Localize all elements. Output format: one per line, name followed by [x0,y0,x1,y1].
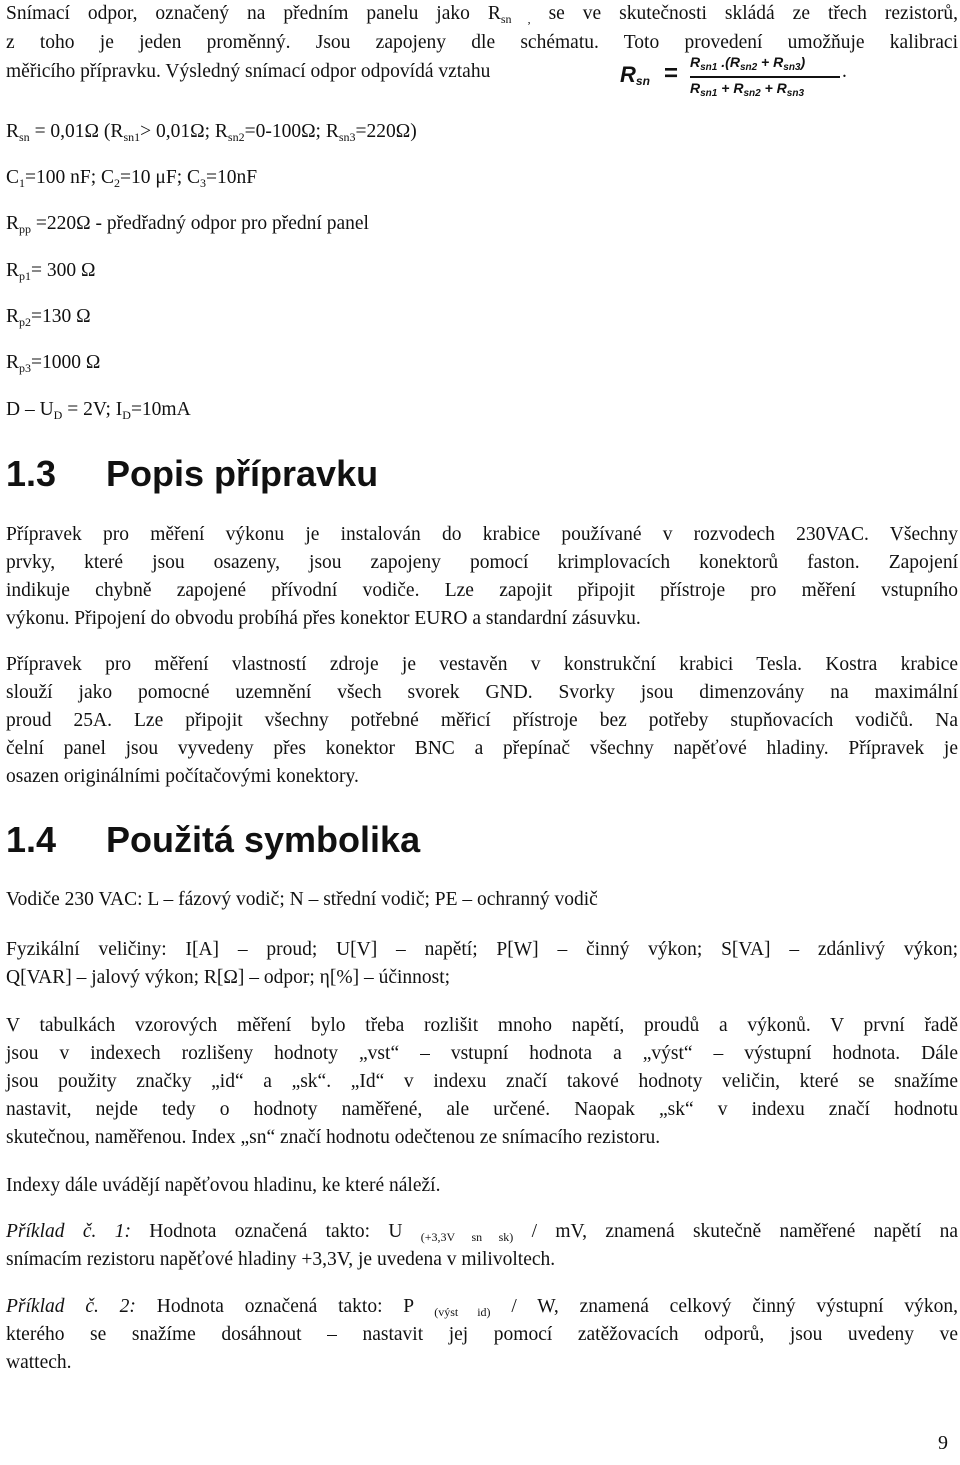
s14-conductors: Vodiče 230 VAC: L – fázový vodič; N – střední vodič; PE – ochranný vodič [6,889,598,910]
example-1-label: Příklad č. 1: [6,1221,131,1242]
param-rp2: $R_{p2}=130$ Ω [6,306,91,329]
section-heading-1-3: 1.3 Popis přípravku [6,453,379,494]
page-number: 9 [938,1432,948,1454]
s14-p3-line-4: nastavit, nejde tedy o hodnoty naměřené, ale určené. Naopak „sk“ v indexu značí hodnotu [6,1099,958,1120]
section-heading-1-4: 1.4 Použitá symbolika [6,819,421,860]
s13-p2-line-2: slouží jako pomocné uzemnění všech svorek GND. Svorky jsou dimenzovány na maximální [6,682,958,703]
rsn-formula [620,54,840,102]
fraction-bar [690,76,840,78]
intro-line-1: Snímací odpor, označený na předním panelu jako $R_{sn ,}$ se ve skutečnosti skládá ze třech rezistorů, [6,3,958,26]
param-rpp: $R_{pp} =220\Omega$ - předřadný odpor pro přední panel [6,213,369,236]
param-caps: $C_1=100$ nF; $C_2=10$ μF; $C_3=10nF$ [6,167,258,190]
formula-numerator: $R_{sn1}$ $.(R_{sn2} + R_{sn3})$ [690,54,806,73]
formula-equals: = [664,60,679,87]
s14-p4: Indexy dále uvádějí napěťovou hladinu, ke které náleží. [6,1175,441,1196]
s14-quantities-line-2: Q[VAR] – jalový výkon; R[Ω] – odpor; η[%] – účinnost; [6,967,451,988]
s14-p3-line-3: jsou použity značky „id“ a „sk“. „Id“ v indexu značí takové hodnoty veličin, které se snažíme [6,1071,958,1092]
example-1-line-1: Příklad č. 1: Hodnota označená takto: U $_{(+3,3V sn sk)}$ / mV, znamená skutečně naměřené napětí na [6,1221,959,1244]
param-rsn: $R_{sn} = 0,01\Omega$ ($R_{sn1}> 0,01\Omega$; $R_{sn2}=0-100\Omega$; $R_{sn3}=220\Omega$) [6,121,417,144]
intro-line-2: z toho je jeden proměnný. Jsou zapojeny dle schématu. Toto provedení umožňuje kalibraci [6,32,958,53]
formula-lhs: $R_{sn}$ [620,62,650,88]
intro-line-3: měřicího přípravku. Výsledný snímací odpor odpovídá vztahu [6,61,491,82]
example-1-line-2: snímacím rezistoru napěťové hladiny +3,3V, je uvedena v milivoltech. [6,1249,556,1270]
s14-p3-line-1: V tabulkách vzorových měření bylo třeba rozlišit mnoho napětí, proudů a výkonů. V první řadě [6,1015,958,1036]
s13-p2-line-5: osazen originálními počítačovými konektory. [6,766,359,787]
formula-period: . [842,61,847,82]
s13-p2-line-4: čelní panel jsou vyvedeny přes konektor BNC a přepínač všechny napěťové hladiny. Přípravek je [6,738,958,759]
s13-p1-line-4: výkonu. Připojení do obvodu probíhá přes konektor EURO a standardní zásuvku. [6,608,641,629]
s13-p1-line-1: Přípravek pro měření výkonu je instalován do krabice používané v rozvodech 230VAC. Všechny [6,524,958,545]
param-diode: $D - U_D = 2V$; $I_D=10mA$ [6,399,191,422]
s14-p3-line-5: skutečnou, naměřenou. Index „sn“ značí hodnotu odečtenou ze snímacího rezistoru. [6,1127,661,1148]
s13-p1-line-2: prvky, které jsou osazeny, jsou zapojeny pomocí krimplovacích konektorů faston. Zapojení [6,552,958,573]
s13-p1-line-3: indikuje chybně zapojené přívodní vodiče. Lze zapojit připojit přístroje pro měření vstupního [6,580,958,601]
s14-quantities-line-1: Fyzikální veličiny: I[A] – proud; U[V] – napětí; P[W] – činný výkon; S[VA] – zdánlivý výkon; [6,939,958,960]
s13-p2-line-3: proud 25A. Lze připojit všechny potřebné měřicí přístroje bez potřeby stupňovacích vodičů. Na [6,710,958,731]
example-2-label: Příklad č. 2: [6,1296,136,1317]
formula-denominator: $R_{sn1} + R_{sn2} + R_{sn3}$ [690,80,805,99]
s14-p3-line-2: jsou v indexech rozlišeny hodnoty „vst“ – vstupní hodnota a „výst“ – výstupní hodnota. Dále [6,1043,958,1064]
param-rp3: $R_{p3}=1000$ Ω [6,352,101,375]
example-2-line-3: wattech. [6,1352,72,1373]
example-2-line-1: Příklad č. 2: Hodnota označená takto: P $_{(výst id)}$ / W, znamená celkový činný výstupní výkon, [6,1296,959,1319]
param-rp1: $R_{p1}= 300$ Ω [6,260,96,283]
s13-p2-line-1: Přípravek pro měření vlastností zdroje je vestavěn v konstrukční krabici Tesla. Kostra krabice [6,654,958,675]
example-2-line-2: kterého se snažíme dosáhnout – nastavit jej pomocí zatěžovacích odporů, jsou uvedeny ve [6,1324,958,1345]
